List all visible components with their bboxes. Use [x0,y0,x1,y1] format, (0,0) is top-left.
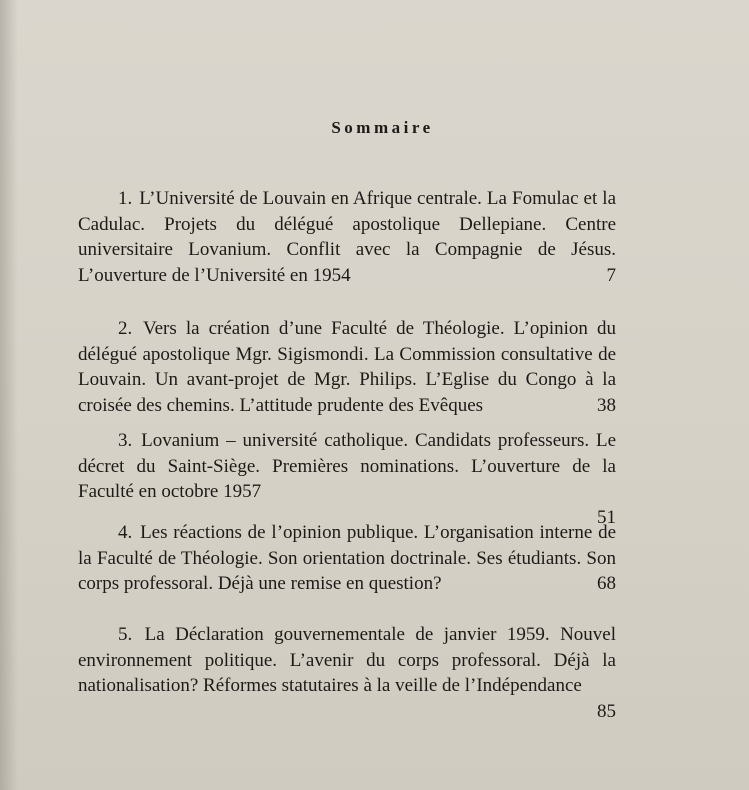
toc-entry-3 [78,428,616,530]
toc-entry-4 [78,520,616,597]
page-title: Sommaire [331,118,434,137]
entry-page-number: 85 [597,700,616,722]
entry-text: Vers la création d’une Faculté de Théologie. L’opinion du délégué apostolique Mgr. Sigismondi. La Commission consultative de Louvain. Un avant-projet de Mgr. Philips. L’Eglise du Congo à la croisée des chemins. L’attitude prudente des Evêques [78,318,616,416]
entry-page-number: 68 [597,573,616,594]
entry-text: La Déclaration gouvernementale de janvier 1959. Nouvel environnement politique. L’avenir du corps professoral. Déjà la nationalisation? Réformes statutaires à la veille de l’Indépendance [78,624,617,696]
entry-page-number: 51 [597,506,616,528]
entry-page-number: 7 [606,264,616,286]
toc-entry-5 [78,622,616,724]
toc-entry-1 [78,186,616,288]
entry-number: 1. [118,188,133,209]
entry-text: Lovanium – université catholique. Candidats professeurs. Le décret du Saint-Siège. Premières nominations. L’ouverture de la Faculté en octobre 1957 [78,430,617,502]
toc-entry-2 [78,316,616,418]
entry-page-number: 38 [597,394,616,416]
entry-number: 4. [118,522,133,543]
entry-text: Les réactions de l’opinion publique. L’organisation interne de la Faculté de Théologie. Son orientation doctrinale. Ses étudiants. Son corps professoral. Déjà une remise en question? [78,522,616,594]
entry-text: L’Université de Louvain en Afrique centrale. La Fomulac et la Cadulac. Projets du délégué apostolique Dellepiane. Centre universitaire Lovanium. Conflit avec la Compagnie de Jésus. L’ouverture de l’Université en 1954 [78,188,616,286]
entry-number: 2. [118,318,133,339]
entry-number: 5. [118,624,133,645]
entry-number: 3. [118,430,133,451]
